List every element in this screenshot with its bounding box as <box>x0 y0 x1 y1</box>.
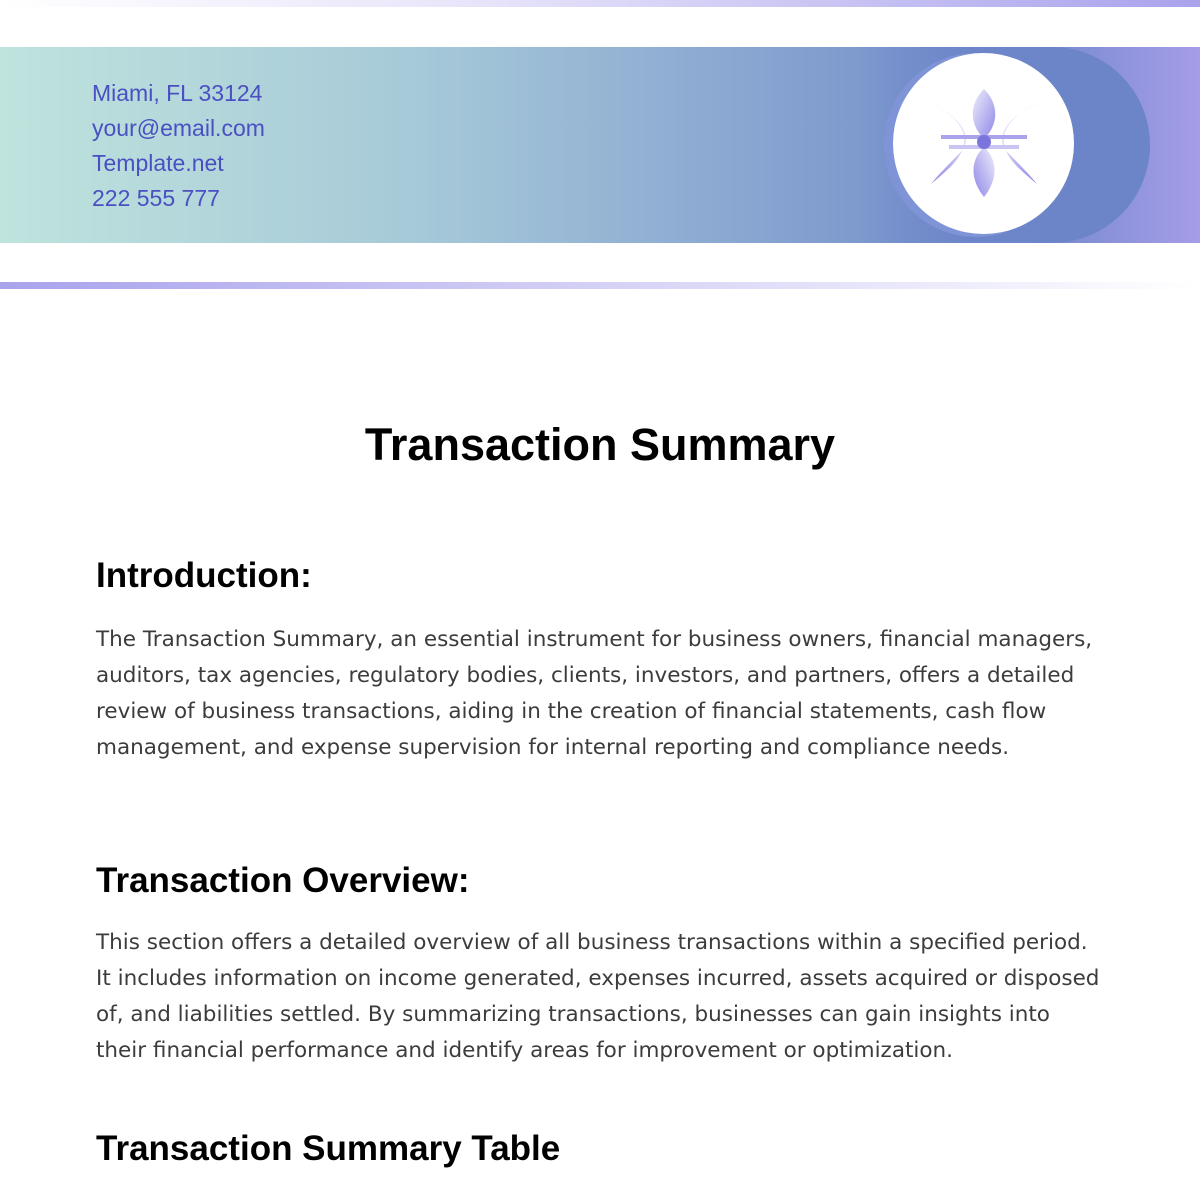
section-heading-transaction-overview: Transaction Overview: <box>96 861 470 900</box>
abstract-flower-logo-icon <box>919 79 1049 209</box>
contact-phone: 222 555 777 <box>92 185 220 211</box>
bottom-decorative-line <box>0 282 1200 289</box>
section-heading-transaction-summary-table: Transaction Summary Table <box>96 1129 561 1168</box>
section-body-introduction: The Transaction Summary, an essential instrument for business owners, financial managers, auditors, tax agencies, regulatory bodies, clients, investors, and partners, offers a detailed review of business transactions, aiding in the creation of financial statements, cash flow management, and expense supervision for internal reporting and compliance needs. <box>96 627 1093 760</box>
contact-address: Miami, FL 33124 <box>92 80 263 106</box>
section-body-transaction-overview: This section offers a detailed overview of all business transactions within a specified period. It includes information on income generated, expenses incurred, assets acquired or disposed of, and liabilities settled. By summarizing transactions, businesses can gain insights into their financial performance and identify areas for improvement or optimization. <box>96 930 1100 1063</box>
document-title: Transaction Summary <box>364 419 836 470</box>
contact-email: your@email.com <box>92 115 265 141</box>
logo-badge <box>893 53 1074 234</box>
contact-website: Template.net <box>92 150 224 176</box>
section-heading-introduction: Introduction: <box>96 556 312 595</box>
top-decorative-line <box>0 0 1200 7</box>
contact-block <box>92 76 265 216</box>
